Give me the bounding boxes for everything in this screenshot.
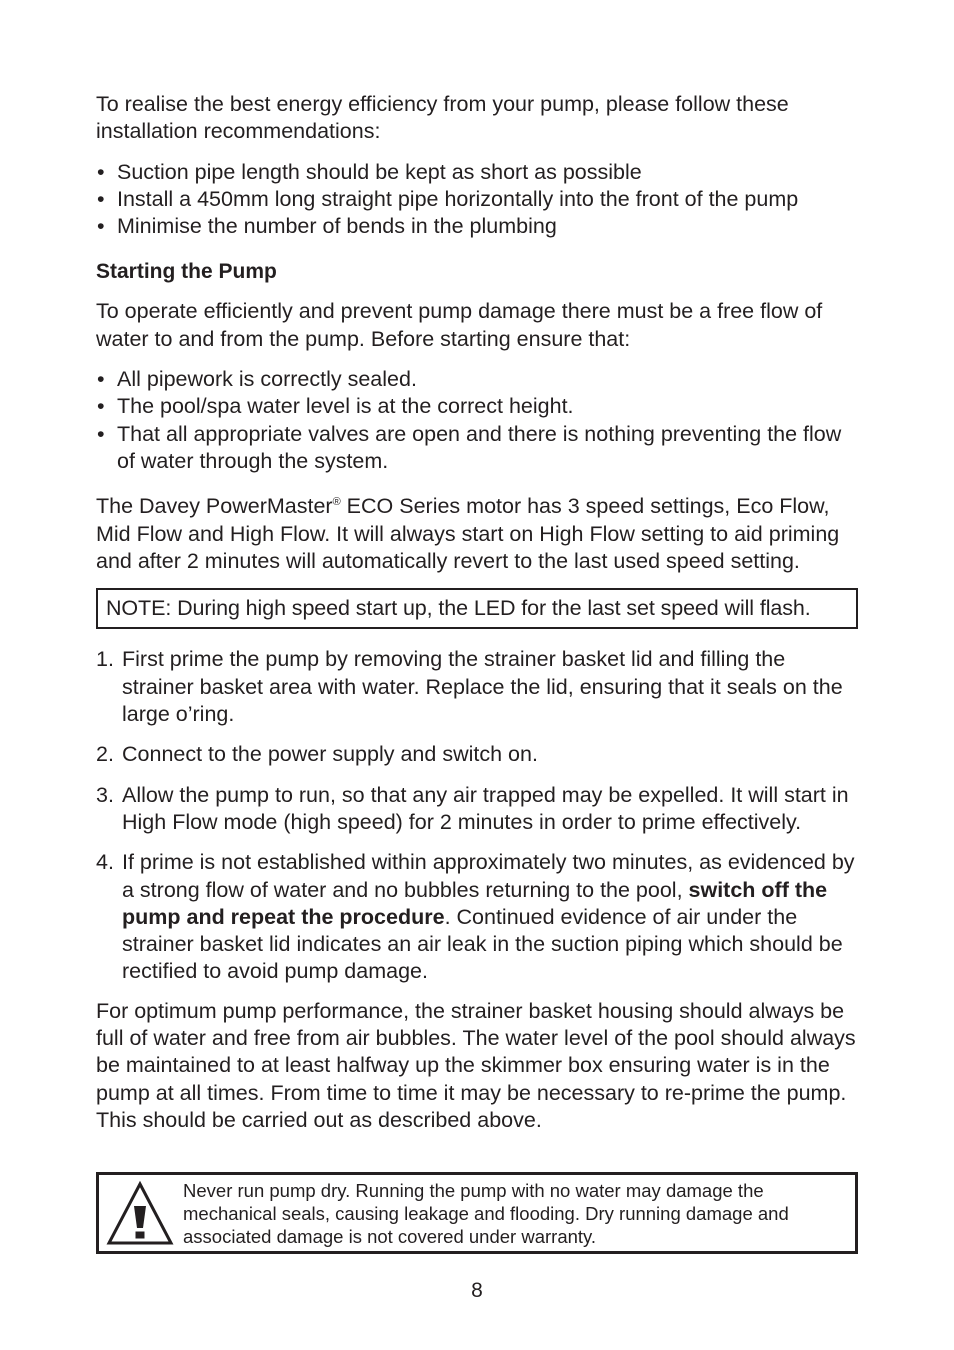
list-item: • The pool/spa water level is at the correct height. [96,393,858,420]
motor-speed-paragraph [96,493,858,575]
step-text: If prime is not established within approximately two minutes, as evidenced by a strong flow of water and no bubbles returning to the pool, [122,850,855,902]
list-item: • Install a 450mm long straight pipe horizontally into the front of the pump [96,186,858,213]
section-heading-starting-the-pump: Starting the Pump [96,260,277,284]
document-page [96,91,858,1134]
step-emphasis: switch off the pump and repeat the procedure [122,877,828,929]
step-text-continued: . Continued evidence of air under the strainer basket lid indicates an air leak in the suction piping which should be rectified to avoid pump damage. [122,904,843,984]
step-item [96,646,858,728]
list-item: • All pipework is correctly sealed. [96,366,858,393]
list-item: • Suction pipe length should be kept as short as possible [96,159,858,186]
step-number: 2. [96,742,114,767]
performance-paragraph: For optimum pump performance, the strainer basket housing should always be full of water and free from air bubbles. The water level of the pool should always be maintained to at least halfway up the skimmer box ensuring water is in the pump at all times. From time to time it may be necessary to re-prime the pump. This should be carried out as described above. [96,998,856,1132]
motor-rest-text: ECO Series motor has 3 speed settings, Eco Flow, Mid Flow and High Flow. It will always start on High Flow setting to aid priming and after 2 minutes will automatically revert to the last used speed setting. [96,494,840,573]
step-item [96,849,858,985]
registered-mark: ® [332,496,341,509]
installation-recommendations-list [96,159,858,241]
note-box: NOTE: During high speed start up, the LED for the last set speed will flash. [96,588,858,629]
step-item [96,782,858,837]
warning-box [96,1172,858,1254]
intro-paragraph: To realise the best energy efficiency from your pump, please follow these installation recommendations: [96,92,789,144]
warning-triangle-icon [99,1175,181,1251]
step-text: Connect to the power supply and switch on. [122,742,538,767]
step-number: 1. [96,647,114,672]
starting-paragraph: To operate efficiently and prevent pump damage there must be a free flow of water to and from the pump. Before starting ensure that: [96,299,823,351]
step-number: 3. [96,782,114,807]
step-item [96,741,858,768]
page-number: 8 [471,1279,483,1302]
motor-lead-text: The Davey PowerMaster [96,494,333,519]
list-item: • Minimise the number of bends in the plumbing [96,213,858,240]
list-item: • That all appropriate valves are open and there is nothing preventing the flow of water through the system. [96,421,858,476]
priming-steps-list [96,646,858,985]
pre-start-checklist [96,366,858,475]
warning-text: Never run pump dry. Running the pump with no water may damage the mechanical seals, causing leakage and flooding. Dry running damage and associated damage is not covered under warranty. [183,1179,789,1247]
step-number: 4. [96,850,114,875]
step-text: Allow the pump to run, so that any air trapped may be expelled. It will start in High Flow mode (high speed) for 2 minutes in order to prime effectively. [122,782,849,834]
step-text: First prime the pump by removing the strainer basket lid and filling the strainer basket area with water. Replace the lid, ensuring that it seals on the large o’ring. [122,647,843,727]
